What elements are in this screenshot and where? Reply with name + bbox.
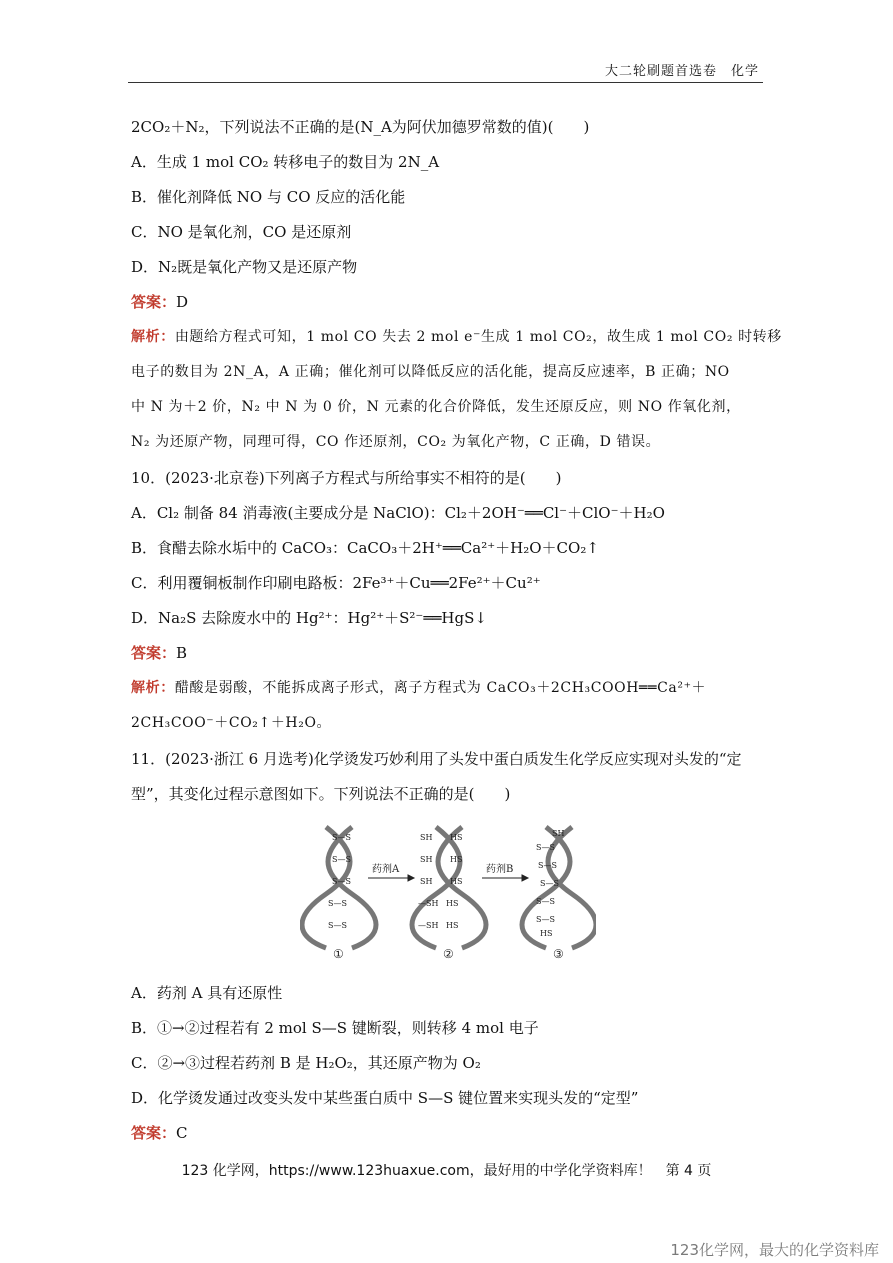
hs-2-2: HS — [450, 855, 463, 864]
hs-3-1: HS — [540, 929, 553, 938]
q9-analysis-line-3: 中 N 为＋2 价，N₂ 中 N 为 0 价，N 元素的化合价降低，发生还原反应，则 NO 作氧化剂， — [131, 399, 741, 415]
answer-value: B — [176, 644, 188, 662]
q11-stem-line-1: 11．(2023·浙江 6 月选考)化学烫发巧妙利用了头发中蛋白质发生化学反应实现对头发的“定 — [131, 750, 742, 768]
ss-3-2: S—S — [538, 861, 557, 870]
q11-stem-line-2: 型”，其变化过程示意图如下。下列说法不正确的是( ) — [131, 785, 511, 803]
analysis-label: 解析： — [131, 680, 175, 696]
hair-perm-diagram — [300, 822, 596, 962]
q9-answer — [131, 292, 188, 312]
q10-analysis-line-2: 2CH₃COO⁻＋CO₂↑＋H₂O。 — [131, 715, 332, 731]
reagent-b-label: 药剂B — [486, 864, 514, 875]
q9-option-c: C．NO 是氧化剂，CO 是还原剂 — [131, 223, 352, 241]
answer-label: 答案： — [131, 644, 177, 662]
q11-option-d: D．化学烫发通过改变头发中某些蛋白质中 S—S 键位置来实现头发的“定型” — [131, 1089, 639, 1107]
ss-1-2: S—S — [332, 855, 351, 864]
reagent-a-label: 药剂A — [372, 864, 400, 875]
arrow-b-head — [522, 875, 528, 881]
q10-stem: 10．(2023·北京卷)下列离子方程式与所给事实不相符的是( ) — [131, 469, 562, 487]
q11-option-b: B．①→②过程若有 2 mol S—S 键断裂，则转移 4 mol 电子 — [131, 1019, 539, 1037]
ss-1-3: S—S — [332, 877, 351, 886]
ss-3-5: S—S — [536, 915, 555, 924]
diagram-svg — [300, 822, 596, 962]
hs-2-5: HS — [446, 921, 459, 930]
answer-value: D — [176, 293, 189, 311]
q11-option-a: A．药剂 A 具有还原性 — [131, 984, 283, 1002]
analysis-label: 解析： — [131, 329, 175, 345]
ss-3-3: S—S — [540, 879, 559, 888]
ss-1-4: S—S — [328, 899, 347, 908]
ss-3-4: S—S — [536, 897, 555, 906]
sh-2-5: —SH — [418, 921, 439, 930]
hs-2-3: HS — [450, 877, 463, 886]
q9-option-b: B．催化剂降低 NO 与 CO 反应的活化能 — [131, 188, 406, 206]
ss-1-1: S—S — [332, 833, 351, 842]
q9-analysis-line-1 — [131, 327, 782, 347]
q11-option-c: C．②→③过程若药剂 B 是 H₂O₂，其还原产物为 O₂ — [131, 1054, 481, 1072]
q9-analysis-line-4: N₂ 为还原产物，同理可得，CO 作还原剂，CO₂ 为氧化产物，C 正确，D 错误。 — [131, 434, 661, 450]
sh-2-1: SH — [420, 833, 433, 842]
q10-option-d: D．Na₂S 去除废水中的 Hg²⁺：Hg²⁺＋S²⁻══HgS↓ — [131, 609, 487, 627]
sh-2-4: —SH — [418, 899, 439, 908]
page-footer: 123 化学网，https://www.123huaxue.com，最好用的中学化学资料库！ 第 4 页 — [181, 1163, 712, 1179]
header-title: 大二轮刷题首选卷 化学 — [604, 64, 759, 79]
answer-label: 答案： — [131, 1124, 177, 1142]
answer-value: C — [176, 1124, 188, 1142]
arrow-a-head — [408, 875, 414, 881]
q11-answer — [131, 1123, 188, 1143]
q10-option-c: C．利用覆铜板制作印刷电路板：2Fe³⁺＋Cu══2Fe²⁺＋Cu²⁺ — [131, 574, 541, 592]
q9-stem: 2CO₂＋N₂，下列说法不正确的是(N_A为阿伏加德罗常数的值)( ) — [131, 118, 590, 136]
sh-2-3: SH — [420, 877, 433, 886]
watermark: 123化学网，最大的化学资料库 — [670, 1241, 879, 1259]
label-1: ① — [333, 947, 344, 961]
q10-analysis-line-1 — [131, 678, 706, 698]
label-2: ② — [443, 947, 454, 961]
hs-2-4: HS — [446, 899, 459, 908]
q10-answer — [131, 643, 187, 663]
label-3: ③ — [553, 947, 564, 961]
q10-option-a: A．Cl₂ 制备 84 消毒液(主要成分是 NaClO)：Cl₂＋2OH⁻══Cl⁻＋ClO⁻＋H₂O — [131, 504, 665, 522]
answer-label: 答案： — [131, 293, 177, 311]
analysis-text: 由题给方程式可知，1 mol CO 失去 2 mol e⁻生成 1 mol CO₂，故生成 1 mol CO₂ 时转移 — [174, 329, 782, 345]
hs-2-1: HS — [450, 833, 463, 842]
sh-3-1: SH — [552, 829, 565, 838]
page-header — [128, 62, 763, 83]
ss-3-1: S—S — [536, 843, 555, 852]
sh-2-2: SH — [420, 855, 433, 864]
q9-analysis-line-2: 电子的数目为 2N_A，A 正确；催化剂可以降低反应的活化能，提高反应速率，B 正确；NO — [131, 364, 730, 380]
ss-1-5: S—S — [328, 921, 347, 930]
q9-option-a: A．生成 1 mol CO₂ 转移电子的数目为 2N_A — [131, 153, 440, 171]
analysis-text: 醋酸是弱酸，不能拆成离子形式，离子方程式为 CaCO₃＋2CH₃COOH══Ca²⁺＋ — [174, 680, 707, 696]
q10-option-b: B．食醋去除水垢中的 CaCO₃：CaCO₃＋2H⁺══Ca²⁺＋H₂O＋CO₂↑ — [131, 539, 599, 557]
q9-option-d: D．N₂既是氧化产物又是还原产物 — [131, 258, 358, 276]
